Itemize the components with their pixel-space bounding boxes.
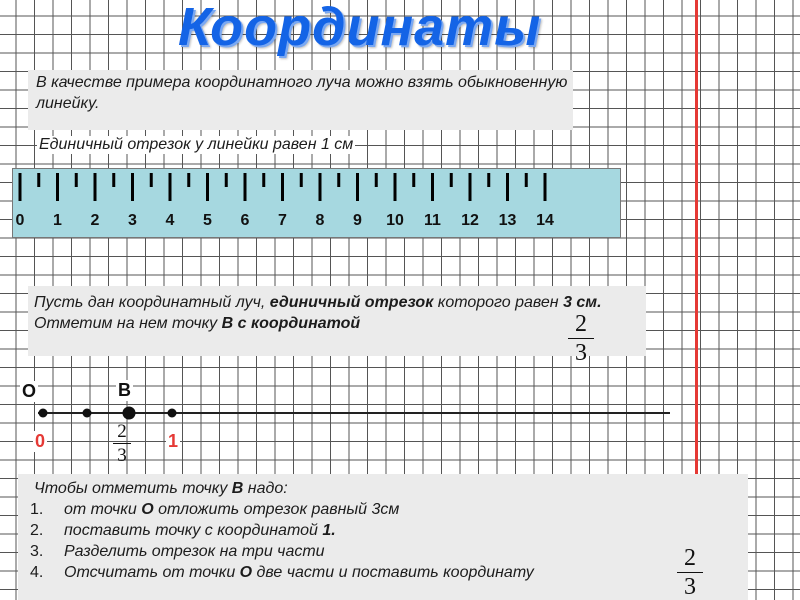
- step-item: [64, 541, 748, 562]
- fraction-denominator: 3: [684, 574, 696, 600]
- step-item: [64, 562, 748, 583]
- step-bold: О: [141, 501, 154, 518]
- point-b-fraction: [113, 422, 131, 465]
- fraction-bar: [677, 572, 703, 573]
- ruler-label: 11: [424, 212, 441, 229]
- ruler-label: 1: [53, 212, 62, 229]
- steps-intro-before: Чтобы отметить точку: [34, 480, 232, 497]
- desc-bold-3cm: 3 см.: [563, 294, 602, 311]
- ruler-label: 7: [278, 212, 287, 229]
- origin-label: О: [22, 381, 37, 401]
- ruler-label: 10: [386, 212, 404, 229]
- step-bold: О: [239, 564, 253, 581]
- step-text: от точки: [64, 501, 142, 518]
- ruler-label: 5: [203, 212, 212, 229]
- steps-intro-bold: В: [231, 480, 244, 497]
- fraction-numerator: 2: [684, 545, 696, 571]
- final-fraction: [677, 546, 703, 599]
- desc-bold-point: В с координатой: [221, 315, 361, 332]
- steps-list: [34, 499, 748, 583]
- steps-intro: [34, 478, 748, 499]
- point-o: [39, 409, 48, 418]
- desc-bold-unit: единичный отрезок: [269, 294, 434, 311]
- fraction-bar: [568, 338, 594, 339]
- point-one: [168, 409, 177, 418]
- step-text: две части и поставить координату: [252, 564, 534, 581]
- step-text: поставить точку с координатой: [64, 522, 323, 539]
- steps-intro-after: надо:: [243, 480, 288, 497]
- ruler: [12, 168, 621, 238]
- step-text: Отсчитать от точки: [64, 564, 240, 581]
- fraction-numerator: 2: [117, 421, 127, 442]
- page-title: Координаты: [178, 0, 542, 57]
- ruler-label: 13: [498, 212, 517, 229]
- desc-part2: которого равен: [433, 294, 564, 311]
- coordinate-ray: [0, 395, 700, 435]
- ruler-label: 4: [165, 212, 175, 229]
- intro-text: В качестве примера координатного луча можно взять обыкновенную линейку.: [28, 70, 573, 130]
- step-bold: 1.: [322, 522, 336, 539]
- ruler-label: 0: [15, 212, 25, 229]
- point-b: [123, 407, 136, 420]
- fraction-denominator: 3: [575, 340, 587, 366]
- ruler-label: 2: [90, 212, 100, 229]
- fraction-bar: [113, 443, 131, 444]
- step-item: [64, 499, 748, 520]
- step-item: [64, 520, 748, 541]
- ruler-label: 9: [353, 212, 362, 229]
- one-label: 1: [168, 431, 179, 451]
- ruler-label: 8: [315, 212, 325, 229]
- ruler-label: 12: [461, 212, 479, 229]
- unit-segment-label: Единичный отрезок у линейки равен 1 см: [39, 136, 354, 153]
- fraction-numerator: 2: [575, 311, 587, 337]
- ruler-label: 6: [240, 212, 250, 229]
- ruler-label: 14: [536, 212, 554, 229]
- steps-box: [18, 474, 748, 600]
- desc-part1: Пусть дан координатный луч,: [34, 294, 270, 311]
- ruler-scale: [13, 169, 622, 239]
- step-text: отложить отрезок равный 3см: [153, 501, 400, 518]
- fraction-two-thirds: [568, 312, 594, 365]
- ruler-label: 3: [128, 212, 137, 229]
- desc-part3: Отметим на нем точку: [34, 315, 222, 332]
- ray-description: [28, 286, 646, 356]
- point-one-third: [83, 409, 92, 418]
- point-b-label: В: [118, 380, 131, 400]
- fraction-denominator: 3: [117, 445, 127, 466]
- step-text: Разделить отрезок на три части: [64, 543, 325, 560]
- zero-label: 0: [35, 431, 46, 451]
